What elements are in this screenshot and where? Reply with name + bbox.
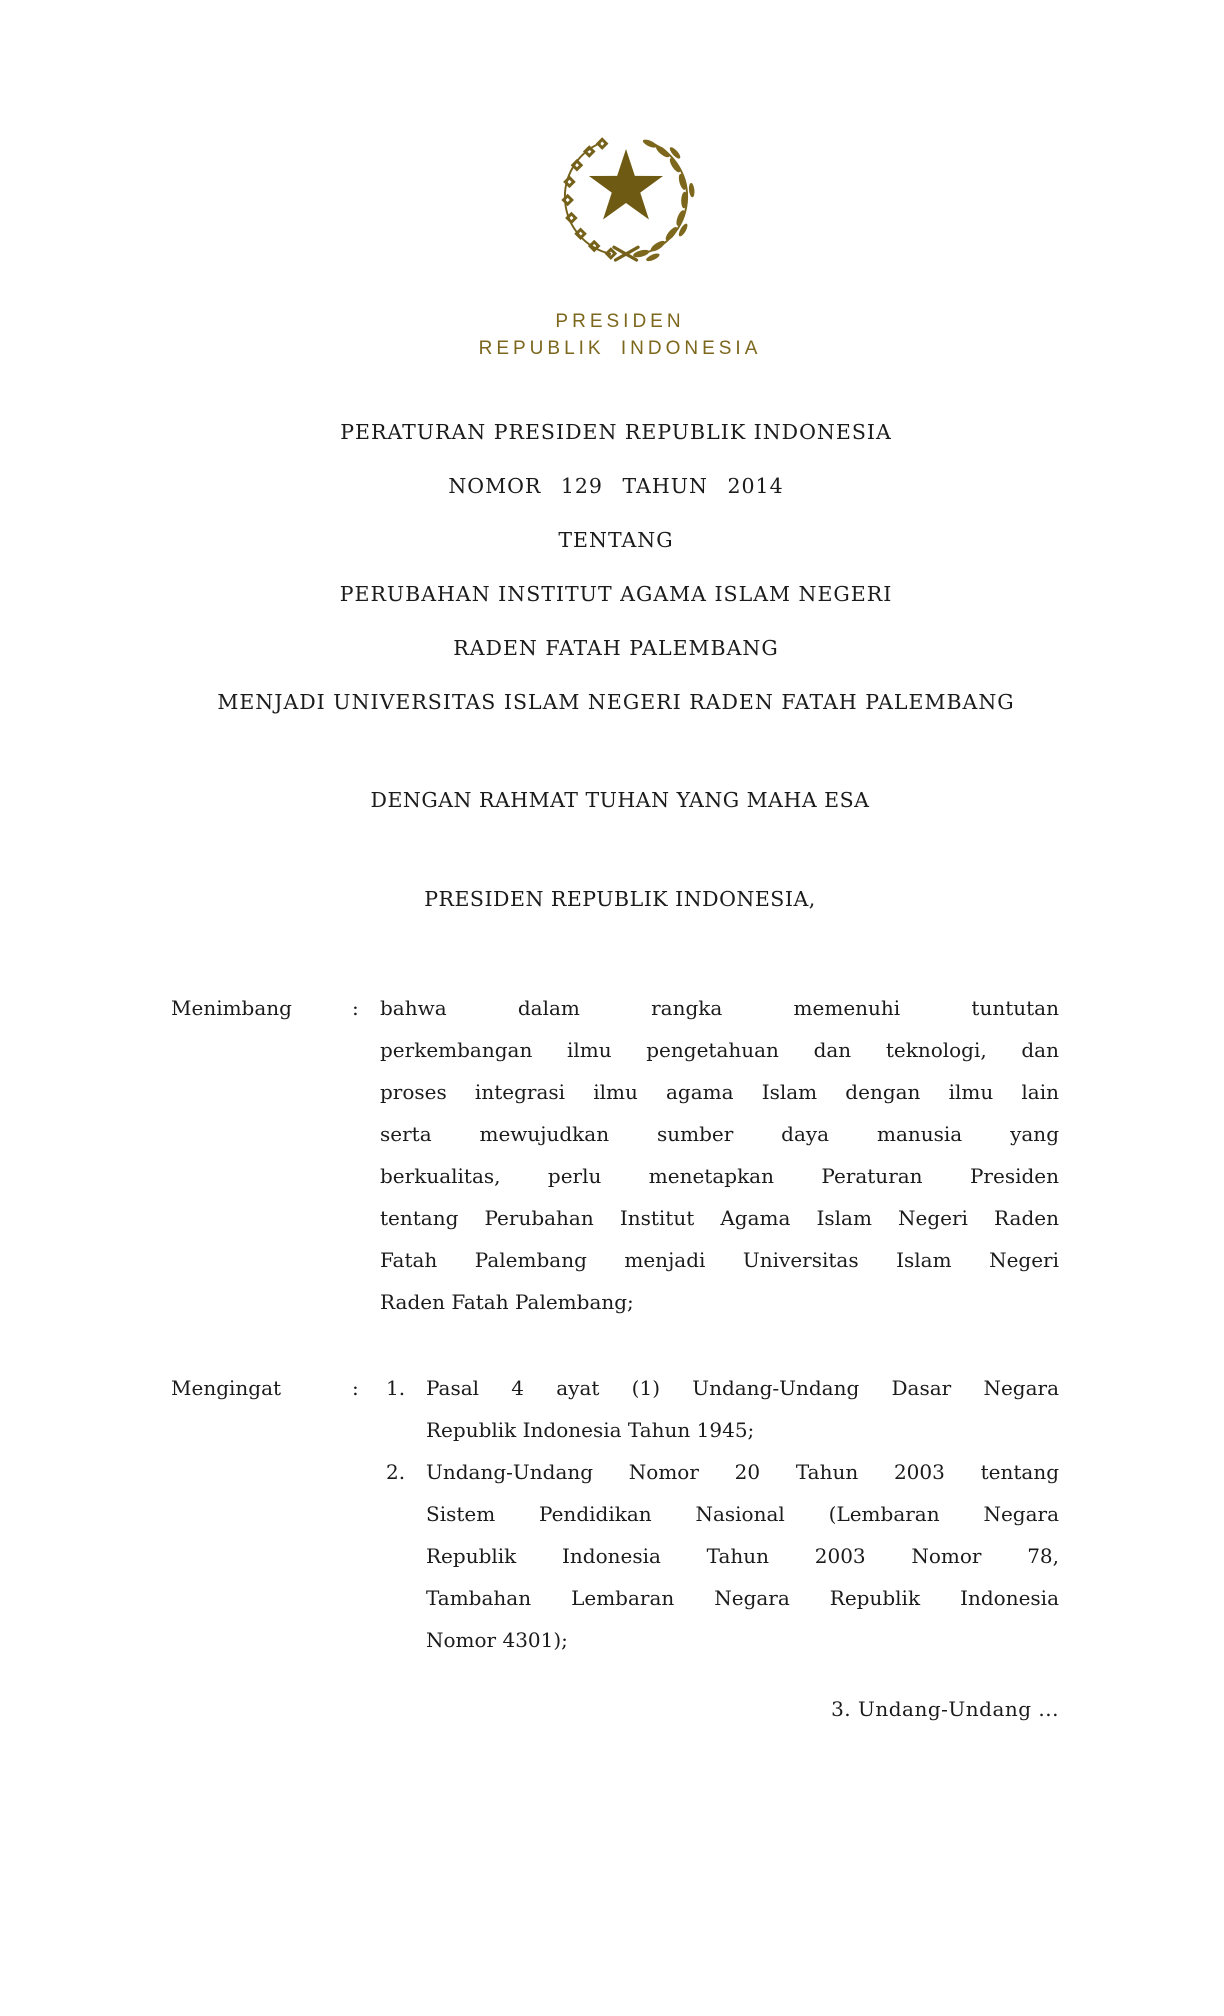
text-line: Undang-Undang Nomor 20 Tahun 2003 tentang — [426, 1460, 1059, 1484]
text-line: Republik Indonesia Tahun 1945; — [426, 1418, 755, 1442]
item-text — [426, 1367, 1059, 1451]
menimbang-label: Menimbang — [171, 996, 292, 1020]
catchword: 3. Undang-Undang ... — [831, 1697, 1059, 1721]
text-line: Sistem Pendidikan Nasional (Lembaran Negara — [426, 1502, 1059, 1526]
title-line-regulation: PERATURAN PRESIDEN REPUBLIK INDONESIA — [340, 420, 892, 444]
legal-basis-item-2 — [380, 1451, 1059, 1661]
letterhead-republik-indonesia: REPUBLIK INDONESIA — [478, 338, 762, 359]
letterhead-presiden: PRESIDEN — [555, 311, 685, 332]
item-text — [426, 1451, 1059, 1661]
text-line: perkembangan ilmu pengetahuan dan teknologi, dan — [380, 1038, 1059, 1062]
title-line-subject-1: PERUBAHAN INSTITUT AGAMA ISLAM NEGERI — [339, 582, 893, 606]
text-line: Nomor 4301); — [426, 1628, 568, 1652]
mengingat-colon: : — [352, 1376, 359, 1400]
text-line: Republik Indonesia Tahun 2003 Nomor 78, — [426, 1544, 1059, 1568]
legal-basis-list — [380, 1367, 1059, 1661]
seal-wreath-left — [561, 137, 617, 260]
legal-basis-item-1 — [380, 1367, 1059, 1451]
text-line: Tambahan Lembaran Negara Republik Indonesia — [426, 1586, 1059, 1610]
text-line: berkualitas, perlu menetapkan Peraturan Presiden — [380, 1164, 1059, 1188]
title-line-subject-3: MENJADI UNIVERSITAS ISLAM NEGERI RADEN FATAH PALEMBANG — [217, 690, 1015, 714]
text-line: proses integrasi ilmu agama Islam dengan ilmu lain — [380, 1080, 1059, 1104]
title-line-number-year: NOMOR 129 TAHUN 2014 — [448, 474, 784, 498]
presidential-seal-icon — [551, 121, 701, 273]
menimbang-text — [380, 987, 1059, 1323]
text-line: Fatah Palembang menjadi Universitas Islam Negeri — [380, 1248, 1059, 1272]
text-line: serta mewujudkan sumber daya manusia yang — [380, 1122, 1059, 1146]
document-title — [4, 405, 1224, 729]
title-line-subject-2: RADEN FATAH PALEMBANG — [453, 636, 779, 660]
motto-line: DENGAN RAHMAT TUHAN YANG MAHA ESA — [370, 788, 870, 812]
menimbang-colon: : — [352, 996, 359, 1020]
text-line: bahwa dalam rangka memenuhi tuntutan — [380, 996, 1059, 1020]
item-number: 1. — [386, 1376, 406, 1400]
text-line: tentang Perubahan Institut Agama Islam Negeri Raden — [380, 1206, 1059, 1230]
mengingat-label: Mengingat — [171, 1376, 282, 1400]
seal-star-icon — [589, 149, 663, 220]
text-line: Pasal 4 ayat (1) Undang-Undang Dasar Negara — [426, 1376, 1059, 1400]
opening-line: PRESIDEN REPUBLIK INDONESIA, — [424, 887, 816, 911]
text-line: Raden Fatah Palembang; — [380, 1290, 634, 1314]
title-line-tentang: TENTANG — [558, 528, 674, 552]
item-number: 2. — [386, 1460, 406, 1484]
